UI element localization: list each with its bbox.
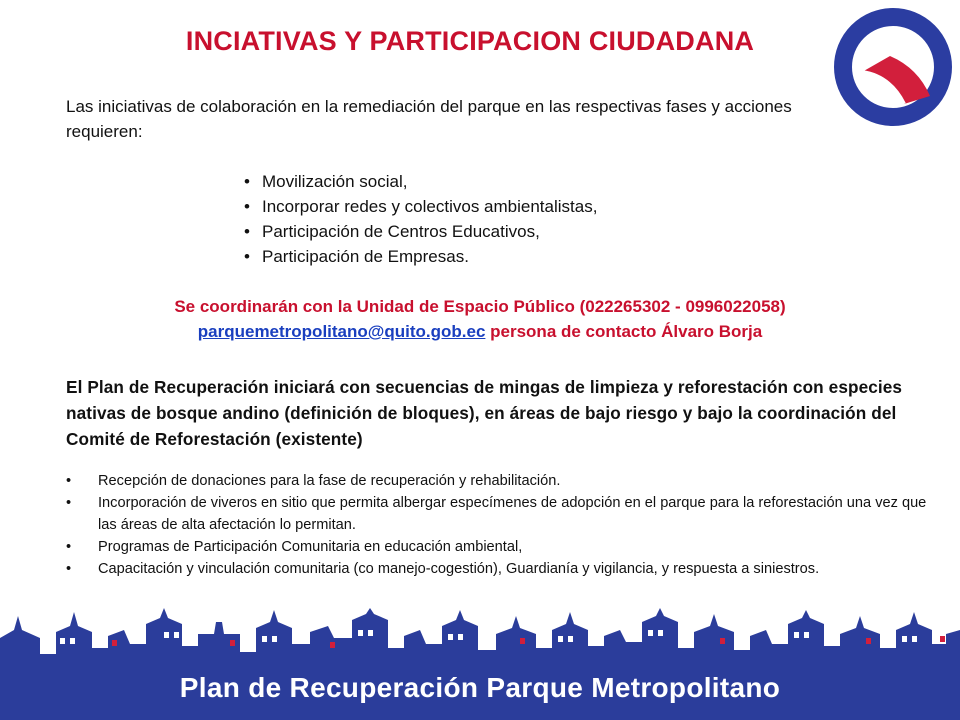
requirements-list: [244, 169, 764, 269]
list-item: • Capacitación y vinculación comunitaria (co manejo-cogestión), Guardianía y vigilancia, y respuesta a siniestros.: [66, 558, 936, 580]
list-item: • Participación de Centros Educativos,: [244, 219, 764, 244]
coordination-line: Se coordinarán con la Unidad de Espacio Público (022265302 - 0996022058): [174, 297, 786, 316]
list-item: • Participación de Empresas.: [244, 244, 764, 269]
list-item: • Incorporar redes y colectivos ambientalistas,: [244, 194, 764, 219]
intro-paragraph: Las iniciativas de colaboración en la remediación del parque en las respectivas fases y acciones requieren:: [66, 97, 792, 141]
page-title: INCIATIVAS Y PARTICIPACION CIUDADANA: [185, 26, 755, 56]
contact-line: [60, 319, 900, 344]
list-item: • Movilización social,: [244, 169, 764, 194]
plan-paragraph: El Plan de Recuperación iniciará con secuencias de mingas de limpieza y reforestación con especies nativas de bosque andino (definición de bloques), en áreas de bajo riesgo y bajo la coordinación del Comité de Reforestación (existente): [66, 377, 903, 449]
list-item: • Incorporación de viveros en sitio que permita albergar especímenes de adopción en el parque para la reforestación una vez que las áreas de alta afectación lo permitan.: [66, 492, 936, 536]
coordination-block: [60, 294, 900, 344]
footer-title: Plan de Recuperación Parque Metropolitano: [179, 672, 781, 703]
list-item: • Recepción de donaciones para la fase de recuperación y rehabilitación.: [66, 470, 936, 492]
list-item: • Programas de Participación Comunitaria en educación ambiental,: [66, 536, 936, 558]
contact-person: persona de contacto Álvaro Borja: [490, 322, 763, 341]
email-link[interactable]: parquemetropolitano@quito.gob.ec: [197, 322, 486, 341]
quito-logo: [832, 6, 954, 128]
actions-list: [66, 470, 936, 580]
